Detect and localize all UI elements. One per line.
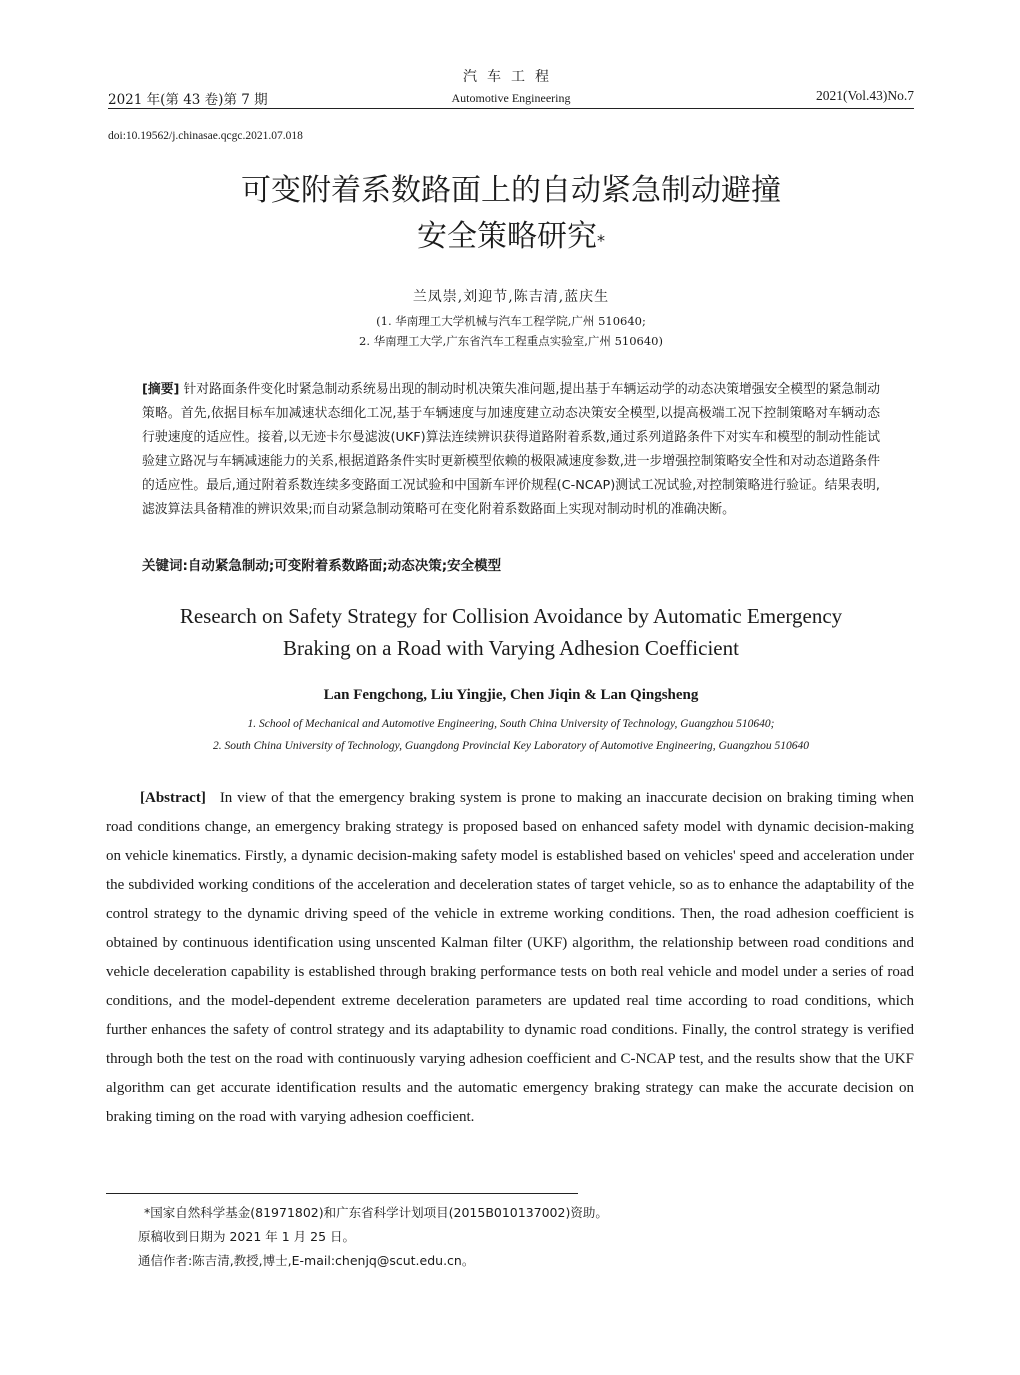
abstract-cn: [142, 378, 880, 522]
title-cn-line-2: 安全策略研究*: [417, 219, 605, 254]
abstract-en-text: In view of that the emergency braking system is prone to making an inaccurate decision on braking timing when road conditions change, an emergency braking strategy is proposed based on enhanced safety model with dynamic decision-making on vehicle kinematics. Firstly, a dynamic decision-making safety model is established based on vehicles' speed and acceleration under the subdivided working conditions of the acceleration and deceleration states of target vehicle, so as to enhance the adaptability of the control strategy to the dynamic driving speed of the vehicle in extreme working conditions. Then, the road adhesion coefficient is obtained by continuous identification using unscented Kalman filter (UKF) algorithm, the relationship between road conditions and vehicle deceleration capability is established through braking performance tests on both real vehicle and model under a series of road conditions, and the model-dependent extreme deceleration parameters are updated real time according to road conditions, which further enhances the safety of control strategy and its adaptability to dynamic road conditions. Finally, the control strategy is verified through both the test on the road with continuously varying adhesion coefficient and C-NCAP test, and the results show that the UKF algorithm can get accurate identification results and the automatic emergency braking strategy can make the accurate decision on braking timing on the road with varying adhesion coefficient.: [106, 790, 914, 1125]
footnote-mark: *: [597, 231, 605, 250]
journal-title-en: Automotive Engineering: [451, 91, 571, 105]
paper-title-cn: [108, 168, 914, 260]
journal-title-cn: 汽车工程: [463, 69, 559, 85]
keywords-cn: 关键词:自动紧急制动;可变附着系数路面;动态决策;安全模型: [142, 558, 502, 574]
abstract-cn-text: 针对路面条件变化时紧急制动系统易出现的制动时机决策失准问题,提出基于车辆运动学的动态决策增强安全模型的紧急制动策略。首先,依据目标车加减速状态细化工况,基于车辆速度与加速度建立动态决策安全模型,以提高极端工况下控制策略对车辆动态行驶速度的适应性。接着,以无迹卡尔曼滤波(UKF)算法连续辨识获得道路附着系数,通过系列道路条件下对实车和模型的制动性能试验建立路况与车辆减速能力的关系,根据道路条件实时更新模型依赖的极限减速度参数,进一步增强控制策略安全性和对动态道路条件的适应性。最后,通过附着系数连续多变路面工况试验和中国新车评价规程(C-NCAP)测试工况试验,对控制策略进行验证。结果表明,滤波算法具备精准的辨识效果;而自动紧急制动策略可在变化附着系数路面上实现对制动时机的准确决断。: [142, 382, 880, 517]
affiliation-en-2: 2. South China University of Technology, Guangdong Provincial Key Laboratory of Automotive Engineering, Guangzhou 510640: [213, 740, 809, 752]
running-header: [108, 69, 914, 108]
footnote-received: 原稿收到日期为 2021 年 1 月 25 日。: [138, 1229, 356, 1244]
abstract-cn-label: [摘要]: [142, 382, 180, 397]
authors-cn: 兰凤崇,刘迎节,陈吉清,蓝庆生: [412, 289, 610, 305]
title-cn-line-1: 可变附着系数路面上的自动紧急制动避撞: [241, 173, 781, 208]
affiliation-cn-1: (1. 华南理工大学机械与汽车工程学院,广州 510640;: [376, 314, 646, 328]
header-divider: [108, 108, 914, 109]
footnote-divider: [106, 1193, 578, 1194]
abstract-en-label: [Abstract]: [140, 790, 206, 806]
footnote-corresponding: 通信作者:陈吉清,教授,博士,E-mail:chenjq@scut.edu.cn。: [138, 1253, 475, 1268]
issue-info-cn: 2021 年(第 43 卷)第 7 期: [108, 92, 268, 108]
affiliation-cn-2: 2. 华南理工大学,广东省汽车工程重点实验室,广州 510640): [359, 334, 663, 348]
title-en-line-1: Research on Safety Strategy for Collision Avoidance by Automatic Emergency: [179, 604, 843, 628]
abstract-en: [106, 784, 914, 1132]
affiliation-en-1: 1. School of Mechanical and Automotive Engineering, South China University of Technology, Guangzhou 510640;: [247, 718, 775, 730]
footnote-funding: *国家自然科学基金(81971802)和广东省科学计划项目(2015B010137002)资助。: [144, 1205, 608, 1220]
doi-line: doi:10.19562/j.chinasae.qcgc.2021.07.018: [108, 130, 303, 142]
issue-info-en: 2021(Vol.43)No.7: [815, 88, 914, 103]
authors-en: Lan Fengchong, Liu Yingjie, Chen Jiqin & Lan Qingsheng: [323, 687, 699, 703]
paper-title-en: [108, 600, 914, 664]
title-en-line-2: Braking on a Road with Varying Adhesion Coefficient: [283, 636, 739, 660]
